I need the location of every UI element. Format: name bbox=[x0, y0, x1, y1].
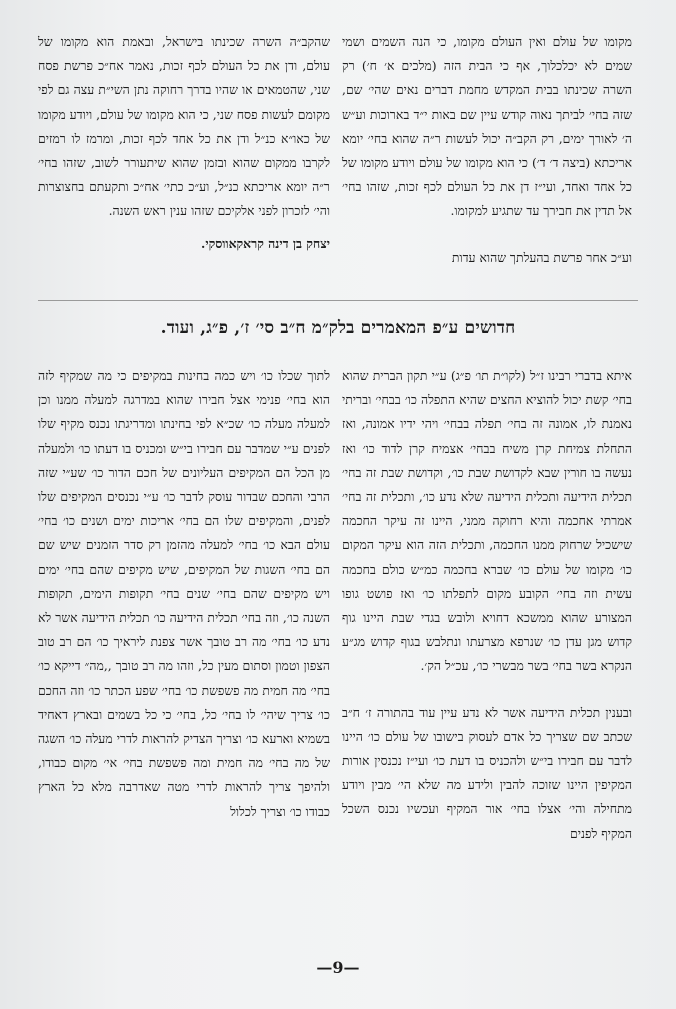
top-right-column bbox=[342, 30, 632, 270]
paragraph: איתא בדברי רבינו ז״ל (לקו״ת תו׳ פ״ג) ע״י תקון הברית שהוא בחי׳ קשת יכול להוציא החצים שהיא התפלה כו׳ בבחי׳ ובריתי נאמנת לו, אמונה זה בחי׳ תפלה בבחי׳ ויהי ידיו אמונה, ואז התחלת צמיחת קרן משיח בבחי׳ אצמיח קרן לדוד כו׳ ואז נעשה בו חורין שבא לקדושת שבת כו׳, וקדושת שבת זה בחי׳ תכלית הידיעה ותכלית הידיעה שלא נדע כו׳, ותכלית זה בחי׳ אמרתי אחכמה והיא רחוקה ממני, היינו זה עיקר החכמה שישכיל שרחוק ממנו החכמה, ותכלית הזה הוא עיקר המקום כו׳ מקומו של עולם כו׳ שברא בחכמה כמ״ש כולם בחכמה עשית וזה בחי׳ הקובע מקום לתפלתו כו׳ ואז פושט גופו המצורע שהוא ממשכא דחויא ולובש בגדי שבת היינו גוף קדוש מגן עדן כו׳ שנרפא מצרעתו ונתלבש בגוף קדוש מג״ע הנקרא בשר בחי׳ בשר מבשרי כו׳, עכ״ל הק׳. bbox=[342, 368, 632, 674]
section-title: חדושים ע״פ המאמרים בלק״מ ח״ב סי׳ ז׳, פ״ג, ועוד. bbox=[160, 318, 516, 338]
section-divider bbox=[38, 300, 638, 301]
top-left-column bbox=[38, 30, 330, 256]
author-signature: יצחק בן דינה קראקאווסקי. bbox=[201, 235, 330, 251]
paragraph: לתוך שכלו כו׳ ויש כמה בחינות במקיפים כי מה שמקיף לזה הוא בחי׳ פנימי אצל חבירו שהוא במדרגה למעלה ממנו וכן למעלה מעלה כו׳ שכ״א לפי בחינתו ומדריגתו נכנס מקיף שלו לפנים ע״י שמדבר עם חבירו בי״ש ומכניס בו דעתו כו׳ ולמעלה מן הכל הם המקיפים העליונים של חכם הדור כו׳ שע״י שזה הרבי והחכם שבדור עוסק לדבר כו׳ ע״י נכנסים המקיפים שלו לפנים, והמקיפים שלו הם בחי׳ אריכות ימים ושנים כו׳ בחי׳ עולם הבא כו׳ בחי׳ למעלה מהזמן רק סדר הזמנים שיש שם הם בחי׳ השגות של המקיפים, שיש מקיפים שהם בחי׳ ימים ויש מקיפים שהם בחי׳ שנים בחי׳ תקופות הימים, תקופות השנה כו׳, וזה בחי׳ תכלית הידיעה כו׳ תכלית הידיעה אשר לא נדע כו׳ בחי׳ מה רב טובך אשר צפנת ליראיך כו׳ הם רב טוב הצפון וטמון וסתום מעין כל, וזהו מה רב טובך ,,מה״ דייקא כו׳ בחי׳ מה חמית מה פשפשת כו׳ בחי׳ שפע הכתר כו׳ וזה החכם כו׳ צריך שיהי׳ לו בחי׳ כל, בחי׳ כי כל בשמים ובארץ דאחיד בשמיא וארעא כו׳ וצריך הצדיק להראות לדרי מעלה כו׳ השגה של מה בחי׳ מה חמית ומה פשפשת בחי׳ אי׳ מקום כבודו, ולהיפך צריך להראות לדרי מטה שאדרבה מלא כל הארץ כבודו כו׳ וצריך לכלול bbox=[38, 368, 330, 819]
bottom-left-column bbox=[38, 364, 330, 824]
bottom-right-column bbox=[342, 364, 632, 846]
paragraph: שהקב״ה השרה שכינתו בישראל, ובאמת הוא מקומו של עולם, ודן את כל העולם לכף זכות, נאמר אח״כ פרשת פסח שני, שהטמאים או שהיו בדרך רחוקה נתן השי״ת עצה גם לפי מקומם לעשות פסח שני, כי הוא מקומו של עולם, ויודע מקומו של כאו״א כנ״ל ודן את כל אחד לכף זכות, ומרמז לו רמזים לקרבו ממקום שהוא ובזמן שהוא שיתעורר לשוב, שזהו בחי׳ ר״ה יומא אריכתא כנ״ל, וע״כ כתי׳ אח״כ ותקעתם בחצוצרות והי׳ לזכרון לפני אלקיכם שזהו ענין ראש השנה. bbox=[38, 34, 330, 219]
page-number: —9— bbox=[316, 958, 360, 977]
paragraph: ובענין תכלית הידיעה אשר לא נדע עיין עוד בהתורה ז׳ ח״ב שכתב שם שצריך כל אדם לעסוק בישובו של עולם כו׳ היינו לדבר עם חבירו בי״ש ולהכניס בו דעת כו׳ ועי״ז נכנסין אורות המקיפין היינו שזוכה להבין ולידע מה שלא הי׳ מבין ויודע מתחילה והי׳ אצלו בחי׳ אור המקיף ועכשיו נכנס השכל המקיף לפנים bbox=[342, 704, 632, 841]
paragraph: וע״כ אחר פרשת בהעלתך שהוא עדות bbox=[451, 249, 632, 265]
paragraph: מקומו של עולם ואין העולם מקומו, כי הנה השמים ושמי שמים לא יכלכלוך, אף כי הבית הזה (מלכים א׳ ח׳) רק השרה שכינתו בבית המקדש מחמת דברים נאים שהי׳ שם, שזה בחי׳ לביתך נאוה קודש עיין שם באות י״ד בארוכות וע״ש ה׳ לאורך ימים, רק הקב״ה יכול לעשות ר״ה שהוא בחי׳ יומא אריכתא (ביצה ד׳ ד׳) כי הוא מקומו של עולם ויודע מקומו של כל אחד ואחד, ועי״ז דן את כל העולם לכף זכות, שזהו בחי׳ אל תדין את חבירך עד שתגיע למקומו. bbox=[342, 34, 632, 219]
